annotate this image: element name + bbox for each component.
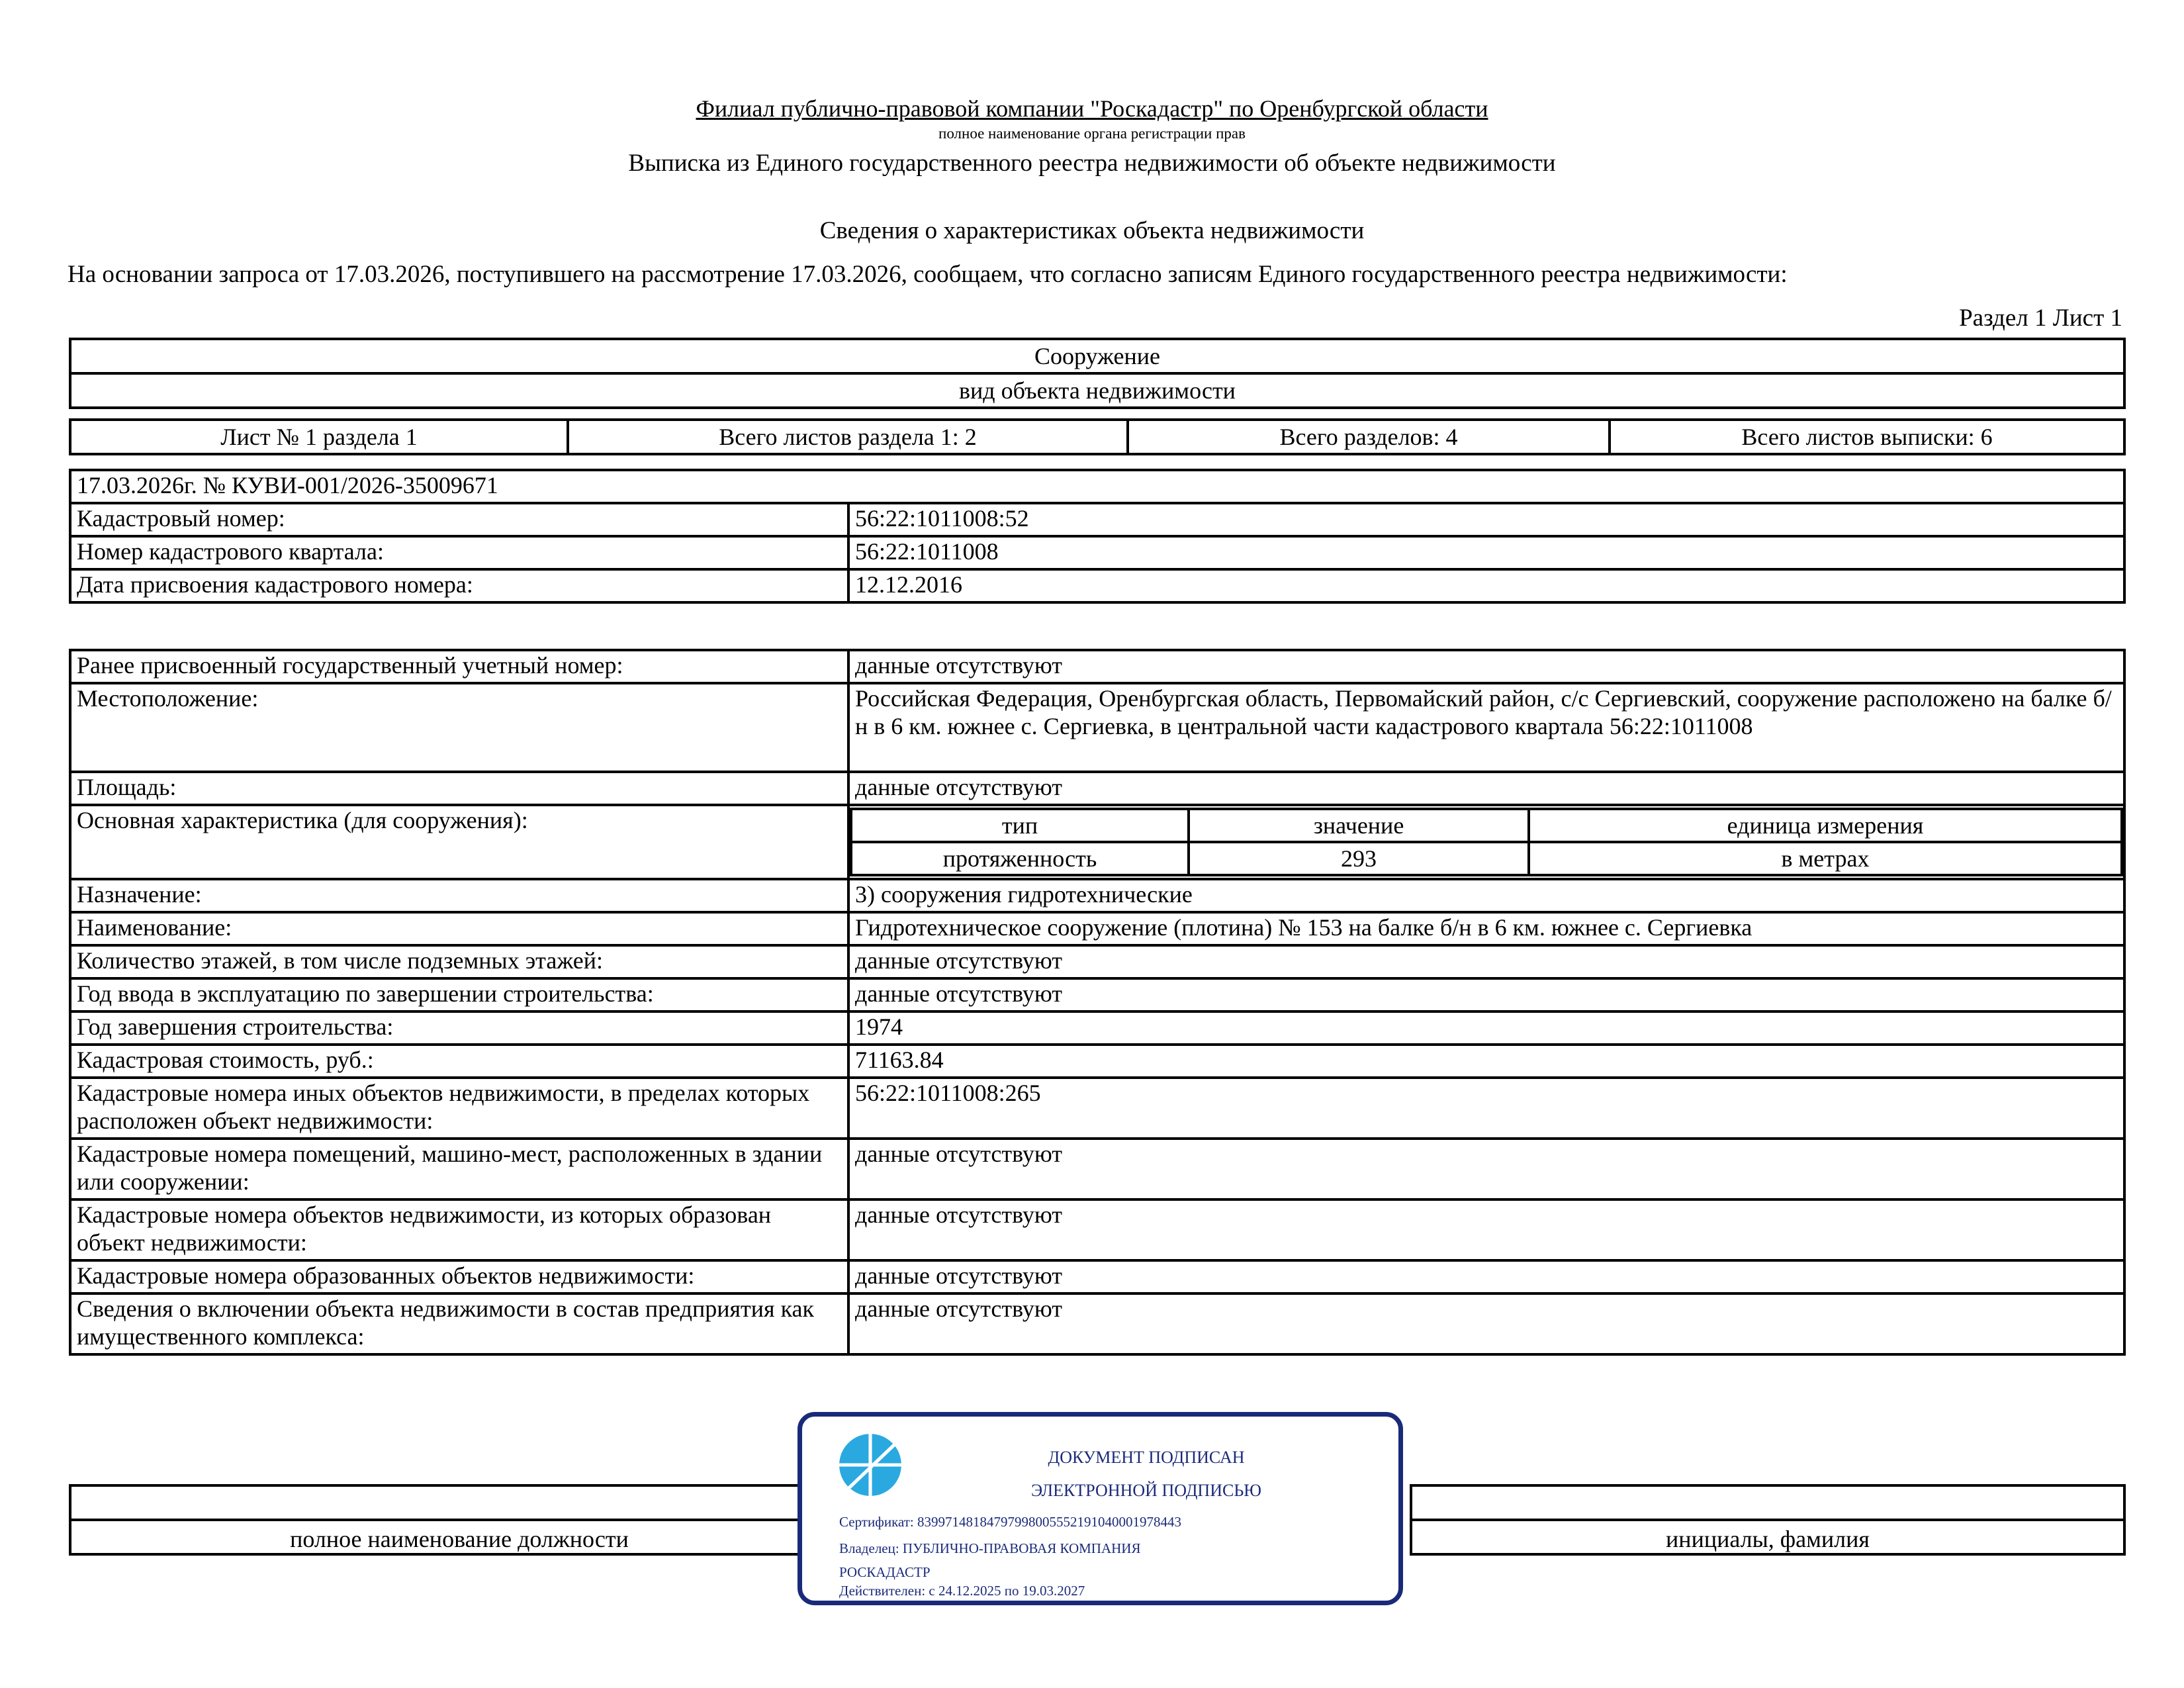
table-row <box>70 978 2124 1011</box>
char-value-value: 293 <box>1189 842 1529 875</box>
position-caption: полное наименование должности <box>70 1520 848 1554</box>
cost-value: 71163.84 <box>848 1045 2124 1078</box>
characteristics-table <box>69 649 2126 1356</box>
stamp-validity: Действителен: с 24.12.2025 по 19.03.2027 <box>839 1583 1085 1599</box>
parent-objects-value: 56:22:1011008:265 <box>848 1078 2124 1139</box>
name-value: Гидротехническое сооружение (плотина) № 153 на балке б/н в 6 км. южнее с. Сергиевка <box>848 912 2124 945</box>
floors-label: Количество этажей, в том числе подземных этажей: <box>70 945 848 978</box>
enterprise-value: данные отсутствуют <box>848 1293 2124 1354</box>
section-sheet-label: Раздел 1 Лист 1 <box>1959 305 2122 332</box>
main-characteristic-label: Основная характеристика (для сооружения): <box>70 805 848 879</box>
purpose-value: 3) сооружения гидротехнические <box>848 879 2124 912</box>
cadastral-block-label: Номер кадастрового квартала: <box>70 536 848 569</box>
stamp-owner-2: РОСКАДАСТР <box>839 1564 931 1580</box>
table-row <box>70 1293 2124 1354</box>
build-year-value: 1974 <box>848 1011 2124 1045</box>
table-row <box>70 805 2124 879</box>
floors-value: данные отсутствуют <box>848 945 2124 978</box>
document-number: 17.03.2026г. № КУВИ-001/2026-35009671 <box>70 470 2124 503</box>
cost-label: Кадастровая стоимость, руб.: <box>70 1045 848 1078</box>
total-sheets: Всего листов выписки: 6 <box>1610 420 2124 454</box>
org-caption: полное наименование органа регистрации прав <box>938 125 1246 142</box>
source-objects-value: данные отсутствуют <box>848 1199 2124 1260</box>
purpose-label: Назначение: <box>70 879 848 912</box>
table-row <box>70 1139 2124 1199</box>
commission-year-label: Год ввода в эксплуатацию по завершении строительства: <box>70 978 848 1011</box>
cadastral-number-value: 56:22:1011008:52 <box>848 503 2124 536</box>
e-signature-stamp <box>797 1412 1403 1605</box>
ids-table <box>69 469 2126 604</box>
position-blank <box>70 1485 848 1520</box>
table-row <box>70 1078 2124 1139</box>
table-row <box>70 1011 2124 1045</box>
rooms-label: Кадастровые номера помещений, машино-мест, расположенных в здании или сооружении: <box>70 1139 848 1199</box>
object-kind-table <box>69 338 2126 409</box>
table-row <box>70 1045 2124 1078</box>
area-label: Площадь: <box>70 772 848 805</box>
area-value: данные отсутствуют <box>848 772 2124 805</box>
derived-objects-label: Кадастровые номера образованных объектов недвижимости: <box>70 1260 848 1293</box>
stamp-signed-line: ДОКУМЕНТ ПОДПИСАН <box>1048 1448 1245 1467</box>
location-label: Местоположение: <box>70 683 848 772</box>
roskadastr-logo-icon <box>837 1431 904 1499</box>
prev-number-label: Ранее присвоенный государственный учетный номер: <box>70 650 848 683</box>
name-caption: инициалы, фамилия <box>1411 1520 2124 1554</box>
table-row <box>70 1199 2124 1260</box>
sheet-number: Лист № 1 раздела 1 <box>70 420 568 454</box>
commission-year-value: данные отсутствуют <box>848 978 2124 1011</box>
sheets-table <box>69 418 2126 455</box>
total-section-sheets: Всего листов раздела 1: 2 <box>568 420 1128 454</box>
stamp-signature-line: ЭЛЕКТРОННОЙ ПОДПИСЬЮ <box>1031 1481 1261 1500</box>
intro-text: На основании запроса от 17.03.2026, поступившего на рассмотрение 17.03.2026, сообщаем, что согласно записям Единого государственного реестра недвижимости: <box>68 261 1788 288</box>
char-type-header: тип <box>851 809 1189 842</box>
assignment-date-value: 12.12.2016 <box>848 569 2124 602</box>
table-row <box>70 1260 2124 1293</box>
org-name: Филиал публично-правовой компании "Роскадастр" по Оренбургской области <box>696 95 1488 122</box>
object-kind-value: Сооружение <box>70 339 2124 373</box>
total-sections: Всего разделов: 4 <box>1128 420 1610 454</box>
name-blank <box>1411 1485 2124 1520</box>
stamp-owner: Владелец: ПУБЛИЧНО-ПРАВОВАЯ КОМПАНИЯ <box>839 1540 1141 1556</box>
enterprise-label: Сведения о включении объекта недвижимости в состав предприятия как имущественного комплекса: <box>70 1293 848 1354</box>
table-row <box>70 912 2124 945</box>
main-characteristic-table <box>850 808 2123 876</box>
section-title: Сведения о характеристиках объекта недвижимости <box>819 217 1365 244</box>
stamp-certificate: Сертификат: 83997148184797998005552191040001978443 <box>839 1514 1181 1530</box>
char-value-header: значение <box>1189 809 1529 842</box>
main-characteristic-cell <box>848 805 2124 879</box>
cadastral-block-value: 56:22:1011008 <box>848 536 2124 569</box>
table-row <box>70 772 2124 805</box>
rooms-value: данные отсутствуют <box>848 1139 2124 1199</box>
cadastral-number-label: Кадастровый номер: <box>70 503 848 536</box>
table-row <box>70 650 2124 683</box>
assignment-date-label: Дата присвоения кадастрового номера: <box>70 569 848 602</box>
derived-objects-value: данные отсутствуют <box>848 1260 2124 1293</box>
location-value: Российская Федерация, Оренбургская область, Первомайский район, с/с Сергиевский, сооружение расположено на балке б/н в 6 км. южнее с. Сергиевка, в центральной части кадастрового квартала 56:22:1011008 <box>848 683 2124 772</box>
source-objects-label: Кадастровые номера объектов недвижимости, из которых образован объект недвижимости: <box>70 1199 848 1260</box>
parent-objects-label: Кадастровые номера иных объектов недвижимости, в пределах которых расположен объект недвижимости: <box>70 1078 848 1139</box>
char-type-value: протяженность <box>851 842 1189 875</box>
char-unit-value: в метрах <box>1529 842 2122 875</box>
table-row <box>70 683 2124 772</box>
name-label: Наименование: <box>70 912 848 945</box>
char-unit-header: единица измерения <box>1529 809 2122 842</box>
table-row <box>70 945 2124 978</box>
build-year-label: Год завершения строительства: <box>70 1011 848 1045</box>
object-kind-caption: вид объекта недвижимости <box>70 373 2124 408</box>
prev-number-value: данные отсутствуют <box>848 650 2124 683</box>
document-title: Выписка из Единого государственного реестра недвижимости об объекте недвижимости <box>628 150 1556 177</box>
table-row <box>70 879 2124 912</box>
